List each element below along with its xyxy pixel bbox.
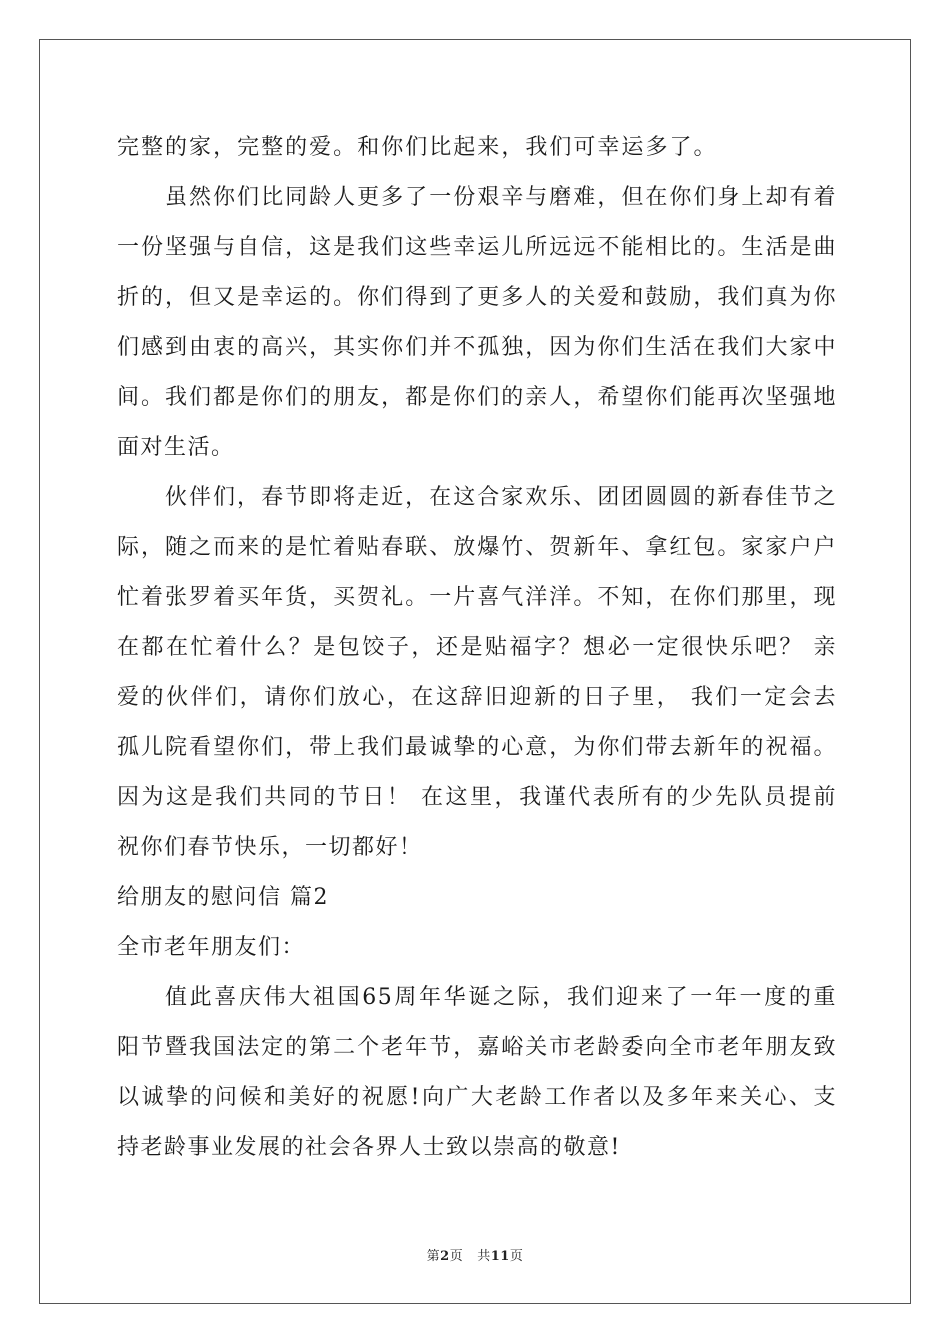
section-heading: 给朋友的慰问信 篇2 (117, 885, 329, 910)
salutation: 全市老年朋友们： (117, 935, 306, 960)
total-prefix: 共 (477, 1249, 491, 1264)
text-line: 一份坚强与自信，这是我们这些幸运儿所远远不能相比的。生活是曲 (117, 235, 837, 260)
text-line: 们感到由衷的高兴，其实你们并不孤独，因为你们生活在我们大家中 (117, 335, 837, 360)
page-prefix: 第 (426, 1249, 441, 1264)
total-suffix: 页 (509, 1249, 524, 1264)
text-line: 孤儿院看望你们，带上我们最诚挚的心意，为你们带去新年的祝福。 (117, 735, 837, 760)
text-line: 以诚挚的问候和美好的祝愿!向广大老龄工作者以及多年来关心、支 (117, 1085, 837, 1110)
paragraph-start-line: 虽然你们比同龄人更多了一份艰辛与磨难，但在你们身上却有着 (165, 185, 837, 210)
text-line: 持老龄事业发展的社会各界人士致以崇高的敬意! (117, 1135, 621, 1160)
paragraph-start-line: 伙伴们，春节即将走近，在这合家欢乐、团团圆圆的新春佳节之 (165, 485, 837, 510)
text-line: 阳节暨我国法定的第二个老年节，嘉峪关市老龄委向全市老年朋友致 (117, 1035, 837, 1060)
page-suffix: 页 (449, 1249, 464, 1264)
total-pages: 11 (490, 1249, 510, 1264)
text-line: 面对生活。 (117, 435, 235, 460)
text-line: 折的，但又是幸运的。你们得到了更多人的关爱和鼓励，我们真为你 (117, 285, 837, 310)
paragraph-start-line: 值此喜庆伟大祖国65周年华诞之际，我们迎来了一年一度的重 (165, 985, 837, 1010)
text-line: 祝你们春节快乐，一切都好！ (117, 835, 423, 860)
text-line: 在都在忙着什么？是包饺子，还是贴福字？想必一定很快乐吧？ 亲 (117, 635, 837, 660)
text-line: 际，随之而来的是忙着贴春联、放爆竹、贺新年、拿红包。家家户户 (117, 535, 837, 560)
page-number: 2 (440, 1249, 450, 1264)
page-footer (0, 1248, 950, 1266)
text-line: 忙着张罗着买年货，买贺礼。一片喜气洋洋。不知，在你们那里，现 (117, 585, 837, 610)
page-frame (39, 39, 911, 1304)
text-line: 因为这是我们共同的节日！ 在这里，我谨代表所有的少先队员提前 (117, 785, 837, 810)
text-line: 爱的伙伴们，请你们放心，在这辞旧迎新的日子里， 我们一定会去 (117, 685, 837, 710)
text-line: 完整的家，完整的爱。和你们比起来，我们可幸运多了。 (117, 135, 717, 160)
text-line: 间。我们都是你们的朋友，都是你们的亲人，希望你们能再次坚强地 (117, 385, 837, 410)
